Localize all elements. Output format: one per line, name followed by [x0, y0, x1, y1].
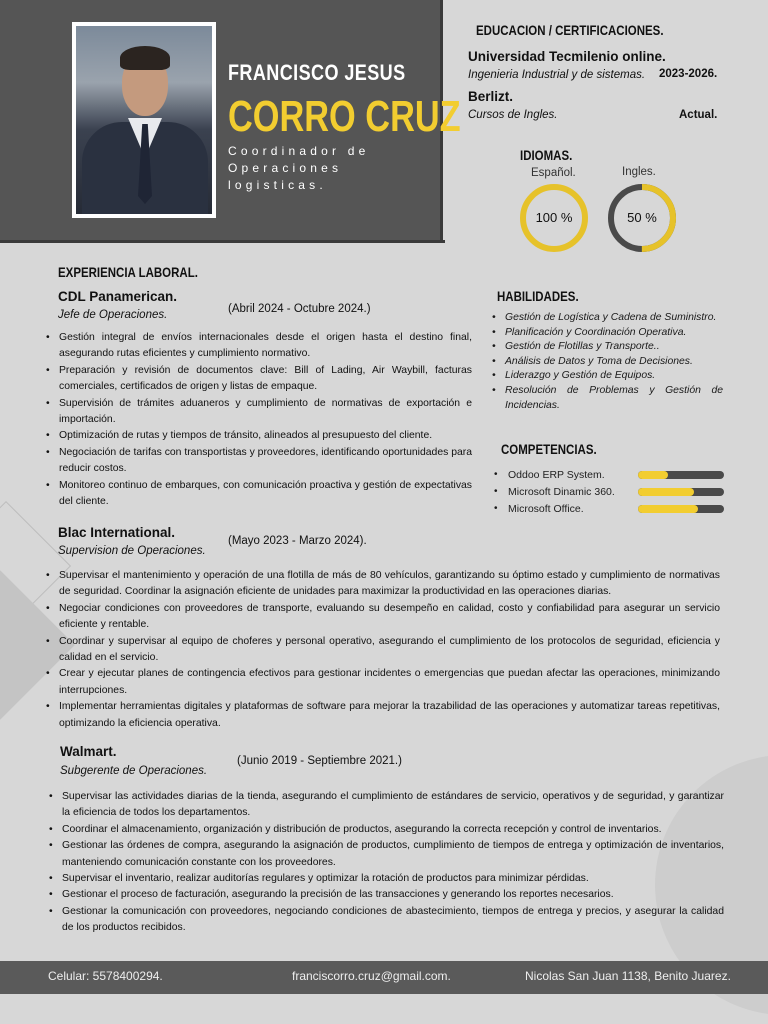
education-dates: 2023-2026. — [659, 68, 718, 80]
duty-item: • Preparación y revisión de documentos clave: Bill of Lading, Air Waybill, facturas comerciales, certificados de origen y listas de empaque. — [46, 363, 472, 396]
skill-item: • Liderazgo y Gestión de Equipos. — [492, 369, 723, 384]
education-title: EDUCACION / CERTIFICACIONES. — [476, 22, 664, 38]
photo-hair — [120, 46, 170, 70]
experience-title: EXPERIENCIA LABORAL. — [58, 264, 198, 280]
skill-item: • Gestión de Flotillas y Transporte.. — [492, 340, 723, 355]
job-duties-list — [49, 789, 724, 937]
footer-email[interactable]: franciscorro.cruz@gmail.com. — [292, 969, 451, 983]
competency-bar — [638, 505, 724, 513]
competency-bar — [638, 471, 724, 479]
skills-list — [492, 311, 723, 413]
duty-item: • Monitoreo continuo de embarques, con comunicación proactiva y gestión de expectativas del cliente. — [46, 478, 472, 511]
header-divider — [0, 240, 445, 243]
competency-bar-fill — [638, 505, 698, 513]
competency-bar-fill — [638, 471, 668, 479]
skill-item: • Resolución de Problemas y Gestión de Incidencias. — [492, 384, 723, 413]
competency-bar — [638, 488, 724, 496]
languages-title: IDIOMAS. — [520, 147, 573, 163]
duty-item: • Coordinar y supervisar al equipo de choferes y personal operativo, asegurando el cumplimiento de los protocolos de seguridad, eficiencia y calidad en el servicio. — [46, 634, 720, 667]
language-level: 100 % — [535, 210, 573, 225]
duty-item: • Supervisar el mantenimiento y operación de una flotilla de más de 80 vehículos, garantizando su óptimo estado y cumplimiento de normativas de seguridad. Coordinar la asignación eficiente de unidades para maximizar la productividad en las operaciones diarias. — [46, 568, 720, 601]
competency-name: Microsoft Office. — [508, 502, 584, 515]
competencies-list — [494, 466, 724, 517]
skills-title: HABILIDADES. — [497, 288, 579, 304]
language-name: Español. — [531, 167, 576, 179]
footer-address: Nicolas San Juan 1138, Benito Juarez. — [525, 969, 731, 983]
duty-item: • Gestionar la comunicación con proveedores, negociando condiciones de abastecimiento, tiempos de entrega y precios, y asegurar la calidad de los productos recibidos. — [49, 904, 724, 937]
education-program: Ingenieria Industrial y de sistemas. — [468, 69, 646, 81]
skill-item: • Análisis de Datos y Toma de Decisiones. — [492, 355, 723, 370]
job-period: (Abril 2024 - Octubre 2024.) — [228, 303, 371, 315]
job-duties-list — [46, 330, 472, 510]
competency-item: • Microsoft Office. — [494, 500, 724, 517]
footer-phone: Celular: 5578400294. — [48, 969, 163, 983]
duty-item: • Supervisión de trámites aduaneros y cumplimiento de normativas de exportación e importación. — [46, 396, 472, 429]
job-role: Coordinador de Operaciones logisticas. — [228, 144, 370, 192]
duty-item: • Negociación de tarifas con transportistas y proveedores, identificando oportunidades para reducir costos. — [46, 445, 472, 478]
duty-item: • Coordinar el almacenamiento, organización y distribución de productos, asegurando la correcta recepción y control de inventarios. — [49, 822, 724, 838]
competency-item: • Oddoo ERP System. — [494, 466, 724, 483]
competency-bar-fill — [638, 488, 694, 496]
education-institution: Universidad Tecmilenio online. — [468, 49, 666, 64]
competencies-title: COMPETENCIAS. — [501, 441, 597, 457]
duty-item: • Negociar condiciones con proveedores de transporte, evaluando su desempeño en calidad, costo y confiabilidad para asegurar un servicio eficiente y rentable. — [46, 601, 720, 634]
duty-item: • Supervisar las actividades diarias de la tienda, asegurando el cumplimiento de estándares de servicio, operativos y de seguridad, y garantizar la eficiencia de todos los departamentos. — [49, 789, 724, 822]
company-name: Blac International. — [58, 525, 176, 540]
duty-item: • Gestionar las órdenes de compra, asegurando la asignación de productos, cumplimiento de tiempos de entrega y optimización de inventarios, manteniendo comunicación constante con los proveedores. — [49, 838, 724, 871]
language-level: 50 % — [627, 210, 657, 225]
job-duties-list — [46, 568, 720, 732]
last-names: CORRO CRUZ — [228, 92, 461, 141]
duty-item: • Crear y ejecutar planes de contingencia efectivos para gestionar incidentes o emergencias que puedan afectar las operaciones, minimizando interrupciones. — [46, 666, 720, 699]
job-period: (Junio 2019 - Septiembre 2021.) — [237, 755, 402, 767]
company-name: CDL Panamerican. — [58, 289, 178, 304]
skill-item: • Planificación y Coordinación Operativa. — [492, 326, 723, 341]
duty-item: • Optimización de rutas y tiempos de tránsito, alineados al presupuesto del cliente. — [46, 428, 472, 444]
first-names: FRANCISCO JESUS — [228, 60, 406, 85]
education-institution: Berlizt. — [468, 89, 514, 104]
job-position: Supervision de Operaciones. — [58, 545, 206, 557]
duty-item: • Implementar herramientas digitales y plataformas de software para mejorar la trazabilidad de las operaciones y automatizar tareas repetitivas, optimizando la eficiencia operativa. — [46, 699, 720, 732]
duty-item: • Gestión integral de envíos internacionales desde el origen hasta el destino final, asegurando rutas eficientes y cumplimiento normativo. — [46, 330, 472, 363]
competency-name: Microsoft Dinamic 360. — [508, 485, 615, 498]
job-position: Subgerente de Operaciones. — [60, 765, 208, 777]
education-program: Cursos de Ingles. — [468, 109, 558, 121]
competency-item: • Microsoft Dinamic 360. — [494, 483, 724, 500]
education-dates: Actual. — [679, 109, 718, 121]
duty-item: • Supervisar el inventario, realizar auditorías regulares y optimizar la rotación de productos para minimizar pérdidas. — [49, 871, 724, 887]
competency-name: Oddoo ERP System. — [508, 468, 605, 481]
job-position: Jefe de Operaciones. — [58, 309, 168, 321]
company-name: Walmart. — [60, 744, 117, 759]
skill-item: • Gestión de Logística y Cadena de Suministro. — [492, 311, 723, 326]
duty-item: • Gestionar el proceso de facturación, asegurando la precisión de las transacciones y generando los reportes necesarios. — [49, 887, 724, 903]
job-period: (Mayo 2023 - Marzo 2024). — [228, 535, 367, 547]
profile-photo — [76, 26, 212, 214]
language-name: Ingles. — [622, 166, 656, 178]
